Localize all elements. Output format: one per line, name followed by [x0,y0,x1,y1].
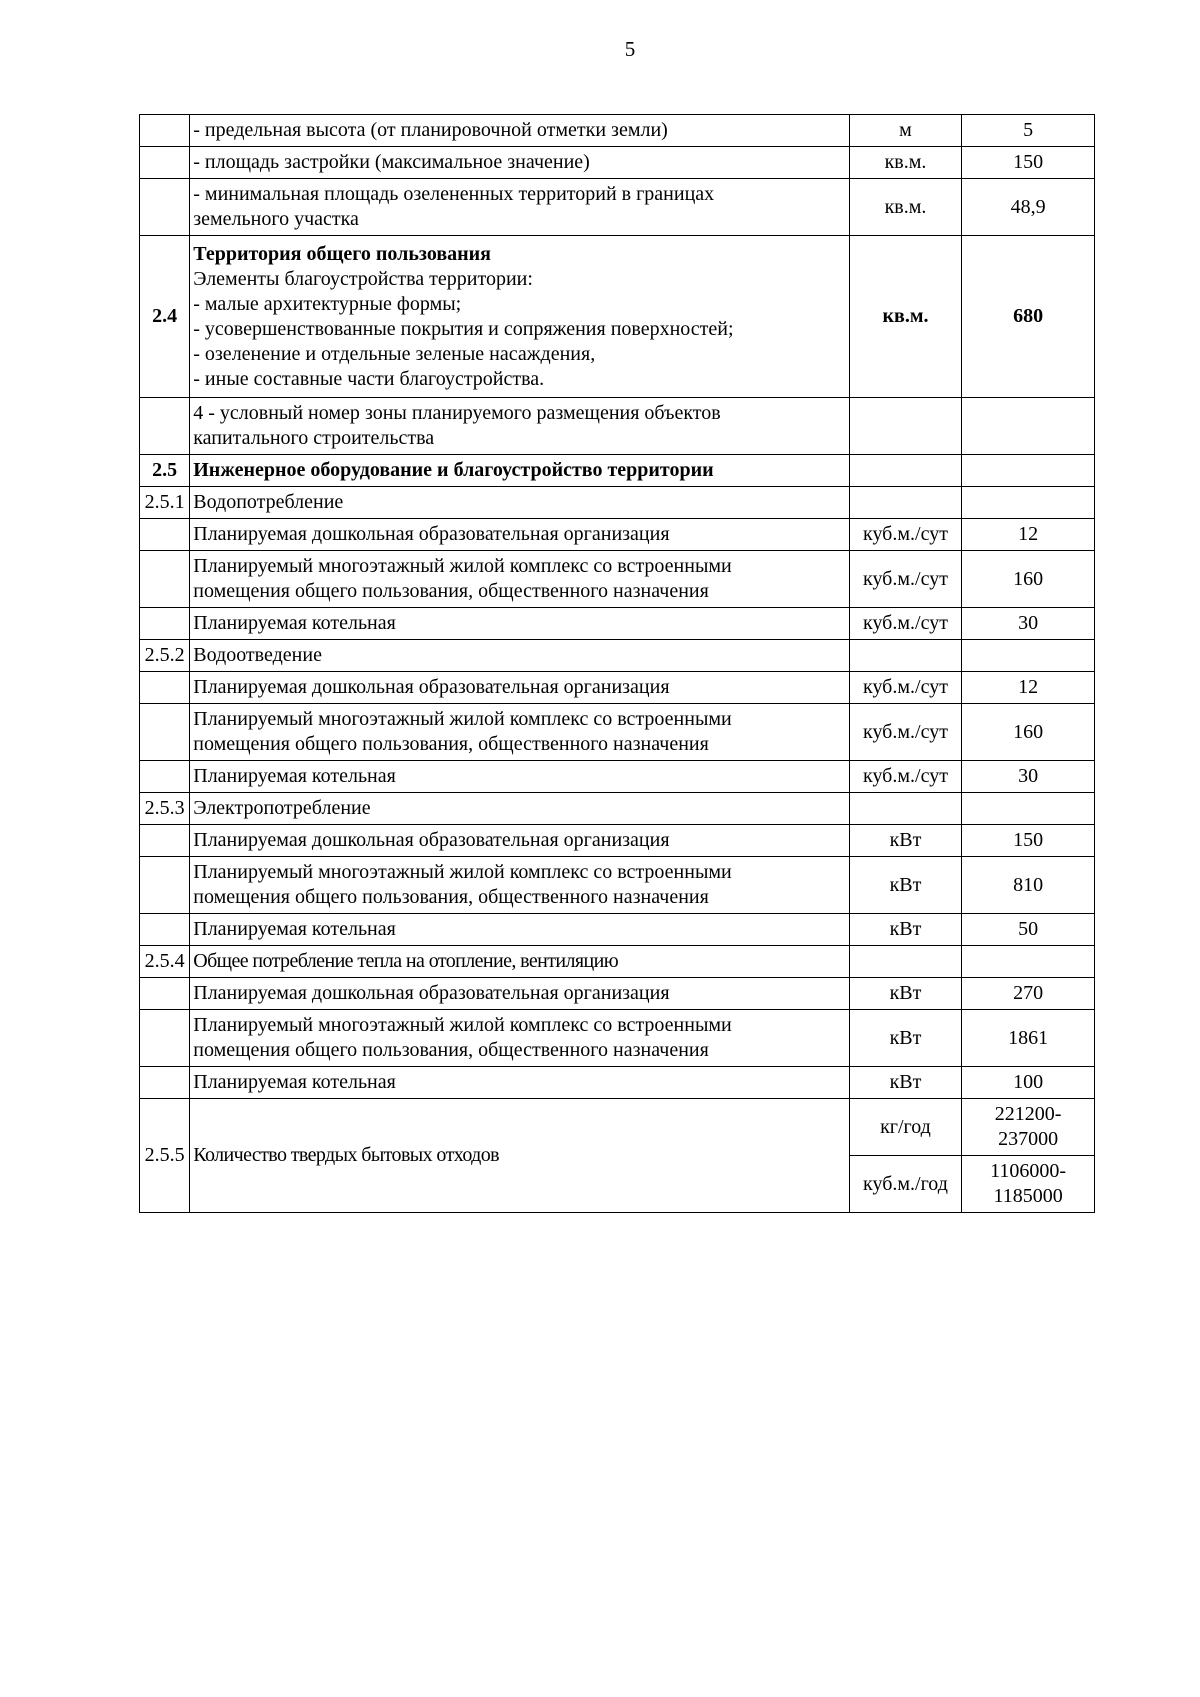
row-value [962,1156,1095,1213]
table-row [140,793,1095,825]
row-value [962,640,1095,672]
row-number [140,761,190,793]
table-row [140,825,1095,857]
table-row [140,147,1095,179]
row-number [140,608,190,640]
row-value-line: 100 [1013,1071,1044,1093]
row-description [190,115,849,147]
row-unit [849,455,962,487]
row-description-line: Водоотведение [193,644,322,666]
row-number: 2.5.5 [140,1099,190,1213]
row-unit: м [849,115,962,147]
row-number [140,1010,190,1067]
row-description [190,236,849,398]
row-value-line: 48,9 [1010,195,1046,218]
table-row [140,857,1095,914]
row-description [190,1010,849,1067]
row-number: 2.5.2 [140,640,190,672]
table-row [140,608,1095,640]
row-unit [849,793,962,825]
row-value-line: 12 [1018,676,1039,698]
row-description [190,398,849,455]
row-number: 2.5.4 [140,946,190,978]
row-value [962,704,1095,761]
table-row [140,672,1095,704]
row-description [190,487,849,519]
row-value [962,551,1095,608]
row-description-line: Планируемый многоэтажный жилой комплекс со встроенными [193,555,732,577]
row-title: Территория общего пользования [193,242,491,265]
row-value [962,672,1095,704]
table-row [140,946,1095,978]
row-description [190,825,849,857]
row-description [190,946,849,978]
table-row [140,640,1095,672]
row-value [962,914,1095,946]
row-number [140,672,190,704]
row-description [190,857,849,914]
row-description-line: - малые архитектурные формы; [193,292,462,315]
row-value-line: 150 [1013,151,1044,173]
row-number: 2.4 [140,236,190,398]
table-row [140,1067,1095,1099]
row-description [190,179,849,236]
table-row [140,398,1095,455]
row-value [962,761,1095,793]
row-value-line: 221200- [994,1103,1062,1125]
row-value-line: 1185000 [993,1185,1063,1207]
table-row [140,761,1095,793]
row-value [962,978,1095,1010]
row-value [962,1099,1095,1156]
row-description [190,914,849,946]
row-unit: куб.м./сут [849,551,962,608]
row-value-line: 30 [1018,612,1039,634]
row-description-line: Водопотребление [193,491,344,513]
row-unit [849,487,962,519]
row-description-line: Общее потребление тепла на отопление, вентиляцию [193,950,619,972]
row-value [962,398,1095,455]
row-unit: кВт [849,1067,962,1099]
row-number [140,825,190,857]
row-value [962,946,1095,978]
row-unit: кв.м. [849,236,962,398]
row-description-line: - площадь застройки (максимальное значение) [193,151,590,173]
row-value-line: 1106000- [990,1160,1067,1182]
row-value [962,455,1095,487]
row-value-line: 50 [1018,918,1039,940]
row-unit: куб.м./сут [849,761,962,793]
row-number [140,115,190,147]
row-number: 2.5.1 [140,487,190,519]
row-value [962,1067,1095,1099]
row-value [962,608,1095,640]
row-number [140,519,190,551]
table-row [140,236,1095,398]
row-description: Количество твердых бытовых отходов [190,1099,849,1213]
table-row [140,1010,1095,1067]
row-value-line: 680 [1013,305,1044,327]
table-row [140,914,1095,946]
table-row [140,115,1095,147]
specifications-table [139,114,1095,1213]
row-value-line: 810 [1013,873,1044,896]
row-description [190,455,849,487]
row-unit [849,398,962,455]
table-row [140,978,1095,1010]
row-description-line: 4 - условный номер зоны планируемого размещения объектов [193,402,721,424]
row-number [140,398,190,455]
row-description-line: Элементы благоустройства территории: [193,267,533,290]
row-unit [849,640,962,672]
table-row [140,1099,1095,1156]
row-unit [849,946,962,978]
row-unit: кв.м. [849,179,962,236]
row-unit: куб.м./сут [849,704,962,761]
row-number [140,179,190,236]
row-value-line: 5 [1023,119,1034,141]
row-description-line: Планируемая котельная [193,612,396,634]
row-description [190,672,849,704]
table-row [140,704,1095,761]
row-description-line: Планируемая дошкольная образовательная организация [193,982,670,1004]
row-value [962,519,1095,551]
row-description-line: Планируемый многоэтажный жилой комплекс со встроенными [193,861,732,883]
row-unit: кВт [849,1010,962,1067]
row-description-line: помещения общего пользования, общественного назначения [193,1039,709,1061]
row-description-line: Планируемый многоэтажный жилой комплекс со встроенными [193,1014,732,1036]
page-number: 5 [624,37,636,61]
row-description [190,1067,849,1099]
row-description [190,608,849,640]
row-number [140,978,190,1010]
row-number [140,704,190,761]
row-description-line: Планируемая дошкольная образовательная организация [193,676,670,698]
row-description-line: - усовершенствованные покрытия и сопряжения поверхностей; [193,317,734,340]
row-unit: кВт [849,857,962,914]
row-value-line: 150 [1013,829,1044,851]
row-description-line: Электропотребление [193,797,371,819]
table-row [140,455,1095,487]
row-number [140,147,190,179]
row-description [190,640,849,672]
row-description [190,761,849,793]
row-description [190,147,849,179]
row-description-line: Планируемая котельная [193,1071,396,1093]
row-description-line: - озеленение и отдельные зеленые насаждения, [193,342,596,365]
row-value [962,179,1095,236]
row-unit: куб.м./год [849,1156,962,1213]
row-number: 2.5.3 [140,793,190,825]
row-description [190,551,849,608]
row-description-line: земельного участка [193,208,359,230]
row-unit: куб.м./сут [849,519,962,551]
row-description-line: помещения общего пользования, общественного назначения [193,886,709,908]
row-number [140,1067,190,1099]
row-description-line: - минимальная площадь озелененных территорий в границах [193,183,715,205]
row-unit: кВт [849,825,962,857]
row-value [962,825,1095,857]
table-row [140,487,1095,519]
row-description [190,704,849,761]
row-value-line: 30 [1018,765,1039,787]
row-number: 2.5 [140,455,190,487]
row-description-line: помещения общего пользования, общественного назначения [193,580,709,602]
row-description [190,978,849,1010]
row-value [962,1010,1095,1067]
table-row [140,551,1095,608]
row-unit: кг/год [849,1099,962,1156]
row-value-line: 270 [1013,982,1044,1004]
row-value-line: 160 [1013,720,1044,743]
row-description-line: Планируемая котельная [193,765,396,787]
row-description-line: капитального строительства [193,427,435,449]
row-number [140,914,190,946]
row-description-line: Инженерное оборудование и благоустройство территории [193,459,714,481]
row-value [962,236,1095,398]
row-value-line: 12 [1018,523,1039,545]
row-number [140,551,190,608]
row-description-line: Планируемый многоэтажный жилой комплекс со встроенными [193,708,732,730]
row-description-line: Планируемая котельная [193,918,396,940]
row-description-line: помещения общего пользования, общественного назначения [193,733,709,755]
row-description-line: - иные составные части благоустройства. [193,367,545,390]
row-value [962,487,1095,519]
row-value [962,115,1095,147]
row-description [190,793,849,825]
row-value [962,857,1095,914]
row-value-line: 160 [1013,567,1044,590]
table-row [140,179,1095,236]
row-number [140,857,190,914]
row-description-line: - предельная высота (от планировочной отметки земли) [193,119,668,141]
row-value [962,793,1095,825]
row-description-line: Планируемая дошкольная образовательная организация [193,523,670,545]
row-description-line: Планируемая дошкольная образовательная организация [193,829,670,851]
table-body [140,115,1095,1213]
row-description [190,519,849,551]
row-unit: кв.м. [849,147,962,179]
row-value [962,147,1095,179]
row-unit: кВт [849,978,962,1010]
row-value-line: 1861 [1008,1026,1049,1049]
row-unit: куб.м./сут [849,672,962,704]
table-row [140,519,1095,551]
row-value-line: 237000 [998,1128,1059,1150]
row-unit: кВт [849,914,962,946]
row-unit: куб.м./сут [849,608,962,640]
